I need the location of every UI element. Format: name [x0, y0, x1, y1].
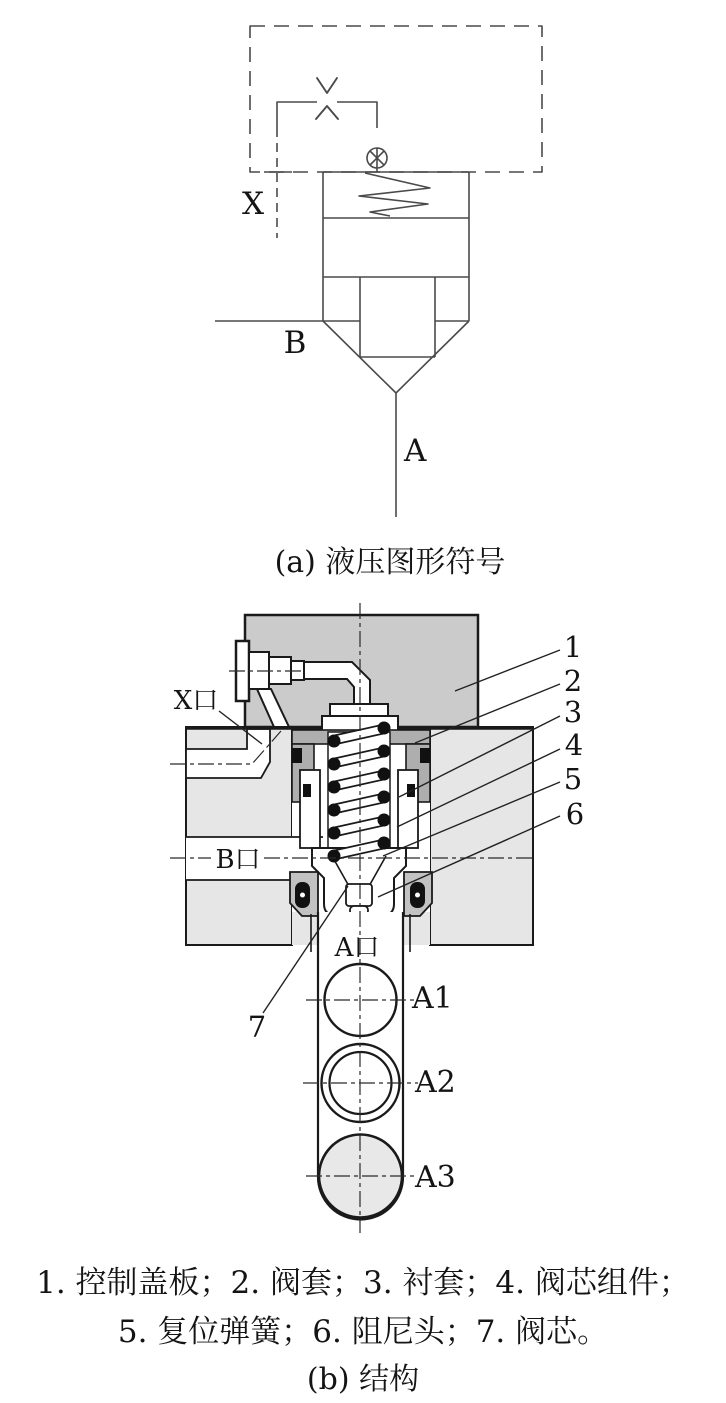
callout-5: 5	[563, 762, 583, 796]
port-a-label: A口	[334, 933, 380, 963]
callout-2: 2	[563, 664, 583, 698]
sleeve-oring-right	[420, 748, 430, 763]
manifold-bottom-right	[403, 912, 430, 945]
legend-line-2: 5. 复位弹簧；6. 阻尼头；7. 阀芯。	[117, 1314, 609, 1350]
hole-a3-label: A3	[415, 1160, 456, 1195]
symbol-port-a-label: A	[404, 433, 427, 469]
sleeve-oring-left	[292, 748, 302, 763]
manifold-block-right	[430, 727, 533, 945]
hydraulic-symbol-diagram	[215, 26, 542, 580]
callout-4: 4	[564, 728, 584, 762]
cap-top-step	[330, 704, 388, 716]
cartridge-valve-symbol-body	[323, 172, 469, 393]
seat-symbol-lower-chevron-icon	[316, 106, 338, 119]
callout-3: 3	[563, 695, 583, 729]
manifold-bottom-left	[292, 912, 318, 945]
hole-a1-label: A1	[412, 981, 453, 1016]
port-x-label: X口	[173, 686, 219, 716]
callout-7: 7	[247, 1010, 267, 1044]
symbol-port-x-label: X	[241, 186, 265, 222]
symbol-port-b-label: B	[283, 325, 307, 361]
spring-zigzag-icon	[359, 173, 430, 216]
callout-1: 1	[563, 630, 583, 664]
structure-cross-section	[36, 603, 690, 1397]
seat-symbol-upper-chevron-icon	[317, 78, 337, 93]
orifice-symbol-icon	[367, 148, 387, 172]
damping-head	[346, 884, 372, 915]
hole-a2-label: A2	[415, 1065, 456, 1100]
callout-6: 6	[565, 797, 585, 831]
part-b-caption: (b) 结构	[306, 1362, 420, 1397]
control-boundary-dashed-rect	[250, 26, 542, 172]
legend-line-1: 1. 控制盖板；2. 阀套；3. 衬套；4. 阀芯组件；	[36, 1265, 690, 1301]
port-b-label: B口	[215, 845, 261, 875]
part-a-caption: (a) 液压图形符号	[274, 545, 506, 580]
